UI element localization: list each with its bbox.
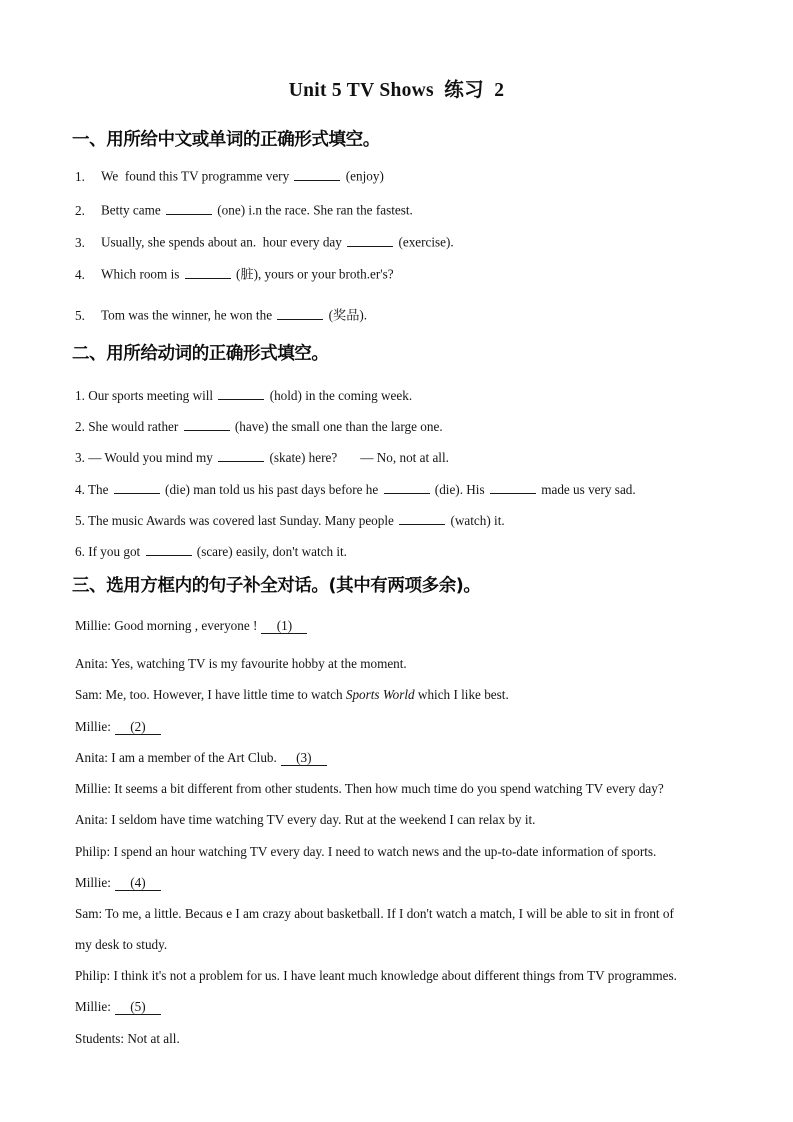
section1-question-4 — [75, 265, 394, 282]
dialogue-line-13 — [75, 999, 161, 1015]
dialogue-answer-blank[interactable]: (2) — [115, 719, 161, 735]
section2-question-1 — [75, 386, 412, 403]
question-text-post: (脏), yours or your broth.er's? — [232, 266, 394, 282]
dialogue-answer-blank[interactable]: (5) — [115, 999, 161, 1015]
dialogue-line-3 — [75, 687, 509, 702]
programme-title: Sports World — [345, 687, 415, 702]
question-text-pre: Which room is — [101, 266, 183, 282]
dialogue-line-11 — [75, 937, 167, 952]
section2-question-3 — [75, 448, 449, 465]
dialogue-text: I spend an hour watching TV every day. I need to watch news and the up-to-date information of sports. — [110, 844, 657, 859]
dialogue-text: Not at all. — [124, 1031, 180, 1046]
question-text-post: (奖品). — [325, 307, 368, 323]
question-text: 1. Our sports meeting will (hold) in the coming week. — [75, 387, 413, 403]
dialogue-speaker: Philip: — [75, 968, 111, 983]
answer-blank[interactable] — [490, 480, 536, 494]
dialogue-text: I seldom have time watching TV every day. Rut at the weekend I can relax by it. — [107, 812, 536, 827]
dialogue-speaker: Sam: — [75, 906, 103, 921]
dialogue-answer-blank[interactable]: (1) — [261, 618, 307, 634]
dialogue-line-12 — [75, 968, 677, 983]
answer-blank[interactable] — [384, 480, 430, 494]
dialogue-text: Good morning , everyone ! — [110, 618, 258, 633]
section-3-heading: 三、选用方框内的句子补全对话。(其中有两项多余)。 — [72, 576, 481, 596]
dialogue-line-5 — [75, 750, 327, 766]
answer-blank[interactable] — [347, 233, 393, 247]
question-text-pre: Betty came — [101, 202, 164, 218]
dialogue-speaker: Millie: — [75, 781, 111, 796]
dialogue-speaker: Sam: — [75, 687, 103, 702]
dialogue-speaker: Millie: — [75, 719, 111, 734]
dialogue-answer-blank[interactable]: (4) — [115, 875, 161, 891]
section2-question-4 — [75, 480, 636, 497]
dialogue-speaker: Students: — [75, 1031, 125, 1046]
question-index: 4. — [75, 266, 85, 282]
answer-blank[interactable] — [218, 386, 264, 400]
dialogue-line-7 — [75, 812, 535, 827]
dialogue-text: Yes, watching TV is my favourite hobby at the moment. — [107, 656, 407, 671]
answer-blank[interactable] — [146, 542, 192, 556]
question-text: 6. If you got (scare) easily, don't watch it. — [75, 543, 347, 559]
question-index: 5. — [75, 307, 85, 323]
dialogue-speaker: Anita: — [75, 812, 108, 827]
dialogue-speaker: Anita: — [75, 750, 108, 765]
dialogue-text: To me, a little. Becaus e I am crazy about basketball. If I don't watch a match, I will be able to sit in front of — [102, 906, 674, 921]
question-text-pre: We found this TV programme very — [101, 168, 293, 184]
question-text: 2. She would rather (have) the small one than the large one. — [75, 418, 443, 434]
section-2-heading: 二、用所给动词的正确形式填空。 — [72, 344, 329, 364]
answer-blank[interactable] — [114, 480, 160, 494]
question-text: 4. The (die) man told us his past days before he (die). His made us very sad. — [75, 481, 636, 497]
dialogue-line-9 — [75, 875, 161, 891]
dialogue-text-2: which I like best. — [414, 687, 509, 702]
dialogue-line-4 — [75, 719, 161, 735]
answer-blank[interactable] — [294, 167, 340, 181]
dialogue-line-10 — [75, 906, 674, 921]
question-text-post: (one) i.n the race. She ran the fastest. — [213, 202, 413, 218]
answer-blank[interactable] — [184, 417, 230, 431]
answer-blank[interactable] — [185, 265, 231, 279]
section1-question-3 — [75, 233, 454, 250]
question-text-post: (exercise). — [395, 234, 454, 250]
dialogue-text: It seems a bit different from other students. Then how much time do you spend watching TV every day? — [110, 781, 664, 796]
question-text: 3. — Would you mind my (skate) here? — No, not at all. — [75, 449, 449, 465]
dialogue-speaker: Millie: — [75, 999, 111, 1014]
dialogue-text: my desk to study. — [75, 937, 168, 952]
dialogue-text: I am a member of the Art Club. — [107, 750, 277, 765]
question-index: 2. — [75, 202, 85, 218]
question-index: 1. — [75, 168, 85, 184]
answer-blank[interactable] — [166, 201, 212, 215]
dialogue-line-1 — [75, 618, 307, 634]
section-1-heading: 一、用所给中文或单词的正确形式填空。 — [72, 130, 380, 150]
question-text-pre: Usually, she spends about an. hour every day — [101, 234, 346, 250]
dialogue-text: I think it's not a problem for us. I have leant much knowledge about different things from TV programmes. — [110, 968, 677, 983]
section2-question-6 — [75, 542, 347, 559]
section1-question-5 — [75, 306, 367, 323]
answer-blank[interactable] — [399, 511, 445, 525]
question-text: 5. The music Awards was covered last Sunday. Many people (watch) it. — [75, 512, 505, 528]
dialogue-line-8 — [75, 844, 656, 859]
dialogue-line-2 — [75, 656, 407, 671]
dialogue-speaker: Anita: — [75, 656, 108, 671]
dialogue-speaker: Philip: — [75, 844, 111, 859]
page-title: Unit 5 TV Shows 练习 2 — [288, 80, 505, 101]
question-index: 3. — [75, 234, 85, 250]
dialogue-speaker: Millie: — [75, 618, 111, 633]
section1-question-2 — [75, 201, 413, 218]
dialogue-line-6 — [75, 781, 664, 796]
question-text-pre: Tom was the winner, he won the — [101, 307, 276, 323]
section2-question-2 — [75, 417, 443, 434]
dialogue-answer-blank[interactable]: (3) — [281, 750, 327, 766]
section2-question-5 — [75, 511, 505, 528]
section1-question-1 — [75, 167, 384, 184]
answer-blank[interactable] — [277, 306, 323, 320]
dialogue-line-14 — [75, 1031, 180, 1046]
question-text-post: (enjoy) — [342, 168, 384, 184]
dialogue-text: Me, too. However, I have little time to watch — [102, 687, 346, 702]
dialogue-speaker: Millie: — [75, 875, 111, 890]
answer-blank[interactable] — [218, 448, 264, 462]
